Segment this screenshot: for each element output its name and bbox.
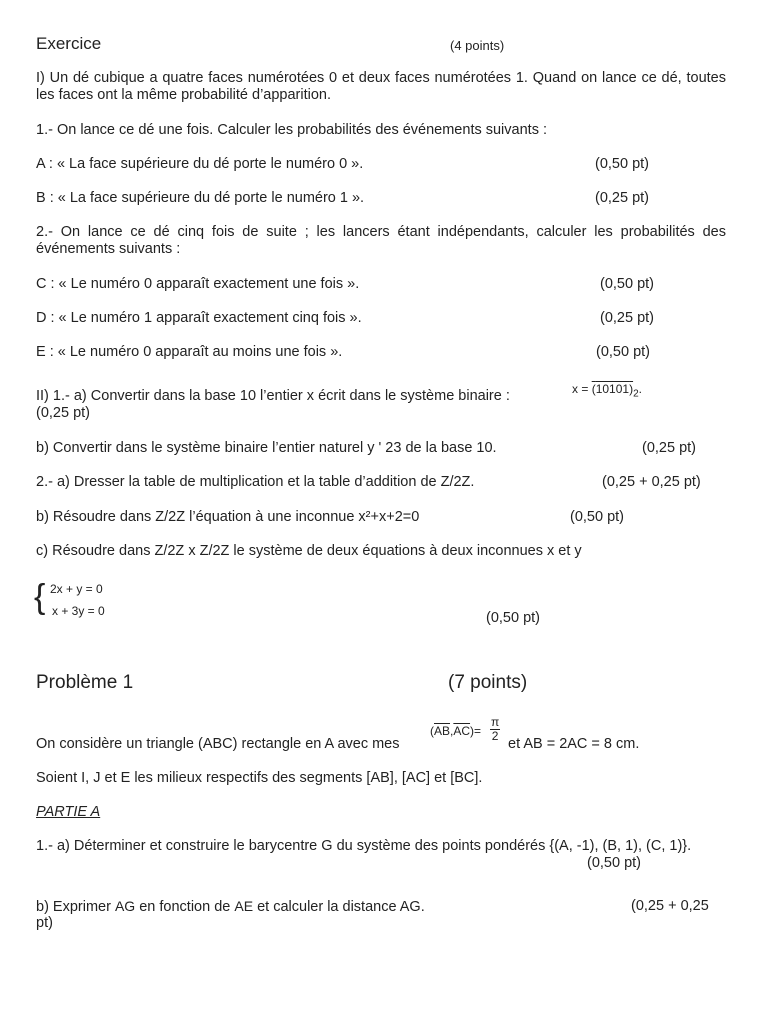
event-c: C : « Le numéro 0 apparaît exactement une fois ».: [36, 276, 360, 292]
probleme-question-1a-points: (0,50 pt): [587, 855, 641, 871]
binary-formula-number: 10101: [595, 382, 630, 396]
question-ii-2c-points: (0,50 pt): [486, 610, 540, 626]
probleme-question-1b: [36, 898, 425, 916]
question-1b-end: et calculer la distance AG.: [257, 899, 425, 915]
angle-fraction-denominator: 2: [491, 729, 499, 743]
probleme-question-1b-points-cont: pt): [36, 915, 53, 931]
question-ii-1a-points: (0,25 pt): [36, 405, 90, 421]
event-e: E : « Le numéro 0 apparaît au moins une fois ».: [36, 344, 343, 360]
question-ii-1b-points: (0,25 pt): [642, 440, 696, 456]
vector-ae: [234, 898, 253, 914]
system-equation-2: x + 3y = 0: [52, 604, 105, 618]
event-b-points: (0,25 pt): [595, 190, 649, 206]
question-ii-2c: c) Résoudre dans Z/2Z x Z/2Z le système de deux équations à deux inconnues x et y: [36, 543, 582, 559]
system-brace: {: [34, 578, 46, 616]
event-a-points: (0,50 pt): [595, 156, 649, 172]
probleme-question-1b-points: (0,25 + 0,25: [631, 898, 709, 914]
event-b: B : « La face supérieure du dé porte le numéro 1 ».: [36, 190, 365, 206]
milieux-statement: Soient I, J et E les milieux respectifs des segments [AB], [AC] et [BC].: [36, 770, 483, 786]
question-2: 2.- On lance ce dé cinq fois de suite ; les lancers étant indépendants, calculer les probabilités des événements suivants :: [36, 224, 726, 257]
binary-formula: $x = (10101)_2$.: [572, 382, 642, 400]
event-d: D : « Le numéro 1 apparaît exactement cinq fois ».: [36, 310, 362, 326]
event-c-points: (0,50 pt): [600, 276, 654, 292]
vector-ag: [115, 898, 135, 914]
question-1b-middle: en fonction de: [139, 899, 231, 915]
partie-a-heading: PARTIE A: [36, 804, 101, 820]
event-d-points: (0,25 pt): [600, 310, 654, 326]
question-ii-1a: II) 1.- a) Convertir dans la base 10 l’entier x écrit dans le système binaire :: [36, 388, 510, 404]
event-a: A : « La face supérieure du dé porte le numéro 0 ».: [36, 156, 364, 172]
probleme-points: (7 points): [448, 672, 528, 693]
question-ii-2b: b) Résoudre dans Z/2Z l’équation à une inconnue x²+x+2=0: [36, 509, 420, 525]
angle-vector-ab: $\overline{AB}$: [434, 724, 451, 738]
probleme-intro: [36, 736, 400, 753]
question-ii-2b-points: (0,50 pt): [570, 509, 624, 525]
angle-fraction-numerator: π: [491, 715, 500, 729]
system-equation-1: 2x + y = 0: [50, 582, 103, 596]
question-1: 1.- On lance ce dé une fois. Calculer les probabilités des événements suivants :: [36, 122, 547, 138]
exercice-title: Exercice: [36, 34, 102, 53]
exercice-intro: I) Un dé cubique a quatre faces numérotées 0 et deux faces numérotées 1. Quand on lance ce dé, toutes les faces ont la même probabilité d’apparition.: [36, 70, 726, 103]
question-ii-2a: 2.- a) Dresser la table de multiplication et la table d’addition de Z/2Z.: [36, 474, 475, 490]
probleme-intro-end: et AB = 2AC = 8 cm.: [508, 736, 640, 752]
question-ii-2a-points: (0,25 + 0,25 pt): [602, 474, 701, 490]
vector-ag-label: AG: [114, 898, 136, 914]
angle-fraction: [490, 716, 500, 743]
angle-measure: $(\overline{AB},\overline{AC})=$: [430, 724, 482, 738]
question-ii-1b: b) Convertir dans le système binaire l’entier naturel y ' 23 de la base 10.: [36, 440, 497, 456]
probleme-title: Problème 1: [36, 672, 134, 693]
vector-ae-label: AE: [234, 898, 254, 914]
probleme-question-1a: 1.- a) Déterminer et construire le barycentre G du système des points pondérés {(A, -1), (B, 1), (C, 1)}.: [36, 838, 692, 854]
binary-formula-base: 2: [633, 388, 639, 400]
probleme-intro-start: On considère un triangle (ABC) rectangle en A avec mes: [36, 736, 400, 752]
question-1b-start: b) Exprimer: [36, 899, 111, 915]
exercice-points: (4 points): [450, 38, 505, 53]
angle-vector-ac: $\overline{AC}$: [453, 724, 471, 738]
binary-formula-lhs: x =: [572, 382, 592, 396]
event-e-points: (0,50 pt): [596, 344, 650, 360]
